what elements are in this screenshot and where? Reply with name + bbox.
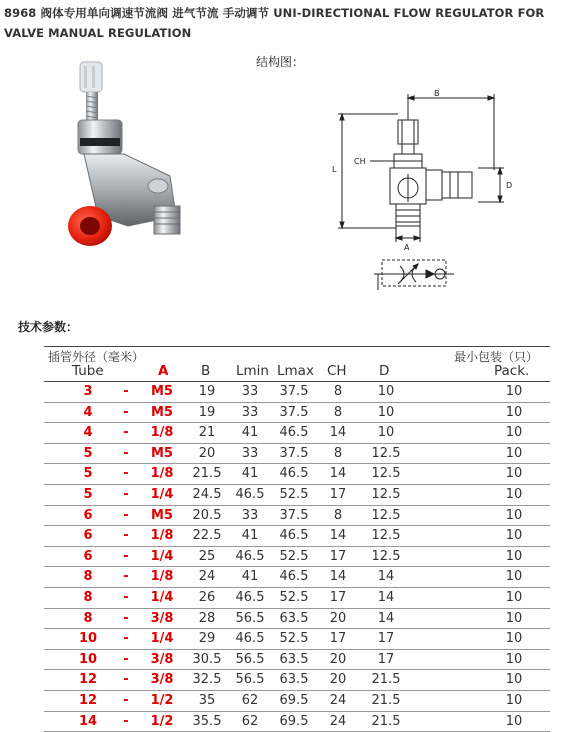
cell-lmax: 52.5 <box>274 629 314 649</box>
cell-d: 21.5 <box>366 712 406 732</box>
cell-d: 17 <box>366 650 406 670</box>
params-label: 技术参数： <box>18 318 78 335</box>
cell-tube: 6 <box>66 547 110 567</box>
header-lmin: Lmin <box>236 363 269 379</box>
cell-b: 30.5 <box>190 650 224 670</box>
table-row <box>44 423 550 444</box>
cell-pack: 10 <box>482 506 546 526</box>
cell-dash: - <box>118 629 134 649</box>
cell-b: 19 <box>190 382 224 402</box>
cell-tube: 8 <box>66 567 110 587</box>
cell-ch: 17 <box>320 485 356 505</box>
cell-lmax: 46.5 <box>274 526 314 546</box>
cell-lmin: 46.5 <box>232 588 268 608</box>
header-tube: Tube <box>72 363 104 379</box>
dim-b-label: B <box>434 90 440 98</box>
cell-a: M5 <box>140 444 184 464</box>
table-body <box>44 382 550 732</box>
cell-ch: 17 <box>320 547 356 567</box>
cell-b: 20 <box>190 444 224 464</box>
structure-label: 结构图： <box>256 53 304 70</box>
table-row <box>44 485 550 506</box>
table-row <box>44 588 550 609</box>
cell-d: 10 <box>366 423 406 443</box>
cell-d: 10 <box>366 403 406 423</box>
cell-lmin: 33 <box>232 506 268 526</box>
cell-pack: 10 <box>482 691 546 711</box>
cell-a: 3/8 <box>140 609 184 629</box>
header-pack: Pack. <box>494 363 529 379</box>
header-a: A <box>158 363 168 379</box>
cell-lmin: 46.5 <box>232 485 268 505</box>
cell-lmax: 46.5 <box>274 567 314 587</box>
cell-d: 12.5 <box>366 444 406 464</box>
cell-tube: 4 <box>66 403 110 423</box>
cell-lmin: 41 <box>232 423 268 443</box>
cell-ch: 8 <box>320 506 356 526</box>
table-row <box>44 670 550 691</box>
cell-d: 14 <box>366 588 406 608</box>
cell-b: 21.5 <box>190 464 224 484</box>
table-row <box>44 547 550 568</box>
cell-dash: - <box>118 670 134 690</box>
table-row <box>44 464 550 485</box>
cell-lmax: 69.5 <box>274 712 314 732</box>
cell-pack: 10 <box>482 423 546 443</box>
cell-lmin: 41 <box>232 464 268 484</box>
cell-d: 12.5 <box>366 506 406 526</box>
cell-pack: 10 <box>482 609 546 629</box>
cell-lmax: 37.5 <box>274 444 314 464</box>
cell-pack: 10 <box>482 485 546 505</box>
table-row <box>44 444 550 465</box>
cell-pack: 10 <box>482 526 546 546</box>
cell-pack: 10 <box>482 567 546 587</box>
cell-lmin: 46.5 <box>232 629 268 649</box>
cell-a: 1/8 <box>140 464 184 484</box>
cell-tube: 6 <box>66 506 110 526</box>
cell-a: 1/4 <box>140 485 184 505</box>
cell-tube: 3 <box>66 382 110 402</box>
cell-dash: - <box>118 609 134 629</box>
cell-a: 1/2 <box>140 691 184 711</box>
table-row <box>44 609 550 630</box>
cell-lmax: 63.5 <box>274 650 314 670</box>
cell-lmax: 52.5 <box>274 588 314 608</box>
cell-tube: 12 <box>66 691 110 711</box>
cell-tube: 14 <box>66 712 110 732</box>
cell-lmin: 41 <box>232 526 268 546</box>
cell-a: 1/4 <box>140 629 184 649</box>
page-title: 8968 阀体专用单向调速节流阀 进气节流 手动调节 UNI-DIRECTIONAL FLOW REGULATOR FOR VALVE MANUAL REGULATION <box>4 3 576 43</box>
cell-pack: 10 <box>482 629 546 649</box>
cell-d: 21.5 <box>366 670 406 690</box>
table-row <box>44 382 550 403</box>
cell-dash: - <box>118 444 134 464</box>
cell-lmin: 62 <box>232 691 268 711</box>
cell-lmin: 62 <box>232 712 268 732</box>
cell-d: 17 <box>366 629 406 649</box>
cell-dash: - <box>118 485 134 505</box>
cell-lmin: 33 <box>232 382 268 402</box>
cell-dash: - <box>118 650 134 670</box>
cell-b: 19 <box>190 403 224 423</box>
cell-ch: 20 <box>320 650 356 670</box>
cell-ch: 14 <box>320 526 356 546</box>
cell-ch: 8 <box>320 444 356 464</box>
cell-lmax: 63.5 <box>274 609 314 629</box>
cell-d: 12.5 <box>366 526 406 546</box>
cell-dash: - <box>118 464 134 484</box>
cell-tube: 4 <box>66 423 110 443</box>
table-header <box>44 346 550 382</box>
cell-ch: 8 <box>320 382 356 402</box>
header-b: B <box>201 363 210 379</box>
cell-lmax: 46.5 <box>274 464 314 484</box>
product-photo <box>58 56 218 256</box>
cell-lmin: 41 <box>232 567 268 587</box>
table-row <box>44 629 550 650</box>
cell-b: 28 <box>190 609 224 629</box>
table-row <box>44 403 550 424</box>
cell-a: 1/8 <box>140 526 184 546</box>
cell-lmin: 33 <box>232 403 268 423</box>
spec-table <box>44 346 550 732</box>
cell-b: 20.5 <box>190 506 224 526</box>
cell-pack: 10 <box>482 712 546 732</box>
dim-l-label: L <box>332 165 337 174</box>
header-d: D <box>379 363 389 379</box>
cell-lmax: 46.5 <box>274 423 314 443</box>
cell-ch: 17 <box>320 629 356 649</box>
cell-tube: 5 <box>66 464 110 484</box>
cell-tube: 10 <box>66 650 110 670</box>
cell-b: 32.5 <box>190 670 224 690</box>
cell-ch: 24 <box>320 691 356 711</box>
cell-d: 12.5 <box>366 547 406 567</box>
cell-b: 26 <box>190 588 224 608</box>
cell-lmin: 33 <box>232 444 268 464</box>
cell-tube: 6 <box>66 526 110 546</box>
dim-ch-label: CH <box>354 157 366 166</box>
header-lmax: Lmax <box>277 363 314 379</box>
cell-b: 21 <box>190 423 224 443</box>
table-row <box>44 650 550 671</box>
cell-ch: 14 <box>320 423 356 443</box>
cell-ch: 20 <box>320 609 356 629</box>
cell-ch: 14 <box>320 567 356 587</box>
cell-dash: - <box>118 423 134 443</box>
cell-b: 35.5 <box>190 712 224 732</box>
cell-b: 29 <box>190 629 224 649</box>
cell-a: 1/2 <box>140 712 184 732</box>
cell-d: 12.5 <box>366 464 406 484</box>
table-row <box>44 691 550 712</box>
cell-dash: - <box>118 712 134 732</box>
header-tube-cn: 插管外径（毫米） <box>48 348 144 365</box>
cell-ch: 8 <box>320 403 356 423</box>
cell-pack: 10 <box>482 547 546 567</box>
cell-a: 1/4 <box>140 588 184 608</box>
cell-a: 1/8 <box>140 567 184 587</box>
cell-dash: - <box>118 506 134 526</box>
cell-dash: - <box>118 526 134 546</box>
cell-d: 14 <box>366 567 406 587</box>
cell-pack: 10 <box>482 464 546 484</box>
cell-lmin: 56.5 <box>232 650 268 670</box>
cell-b: 24.5 <box>190 485 224 505</box>
table-row <box>44 567 550 588</box>
cell-tube: 8 <box>66 588 110 608</box>
cell-tube: 12 <box>66 670 110 690</box>
cell-a: 1/4 <box>140 547 184 567</box>
header-pack-cn: 最小包装（只） <box>454 348 538 365</box>
cell-b: 25 <box>190 547 224 567</box>
cell-b: 35 <box>190 691 224 711</box>
cell-tube: 5 <box>66 485 110 505</box>
cell-lmax: 69.5 <box>274 691 314 711</box>
cell-dash: - <box>118 691 134 711</box>
cell-pack: 10 <box>482 403 546 423</box>
cell-a: 3/8 <box>140 670 184 690</box>
table-row <box>44 506 550 527</box>
cell-pack: 10 <box>482 444 546 464</box>
cell-pack: 10 <box>482 588 546 608</box>
cell-dash: - <box>118 403 134 423</box>
cell-tube: 10 <box>66 629 110 649</box>
table-row <box>44 712 550 732</box>
cell-lmax: 37.5 <box>274 403 314 423</box>
header-ch: CH <box>327 363 347 379</box>
cell-pack: 10 <box>482 650 546 670</box>
cell-lmin: 56.5 <box>232 670 268 690</box>
cell-d: 14 <box>366 609 406 629</box>
cell-lmax: 37.5 <box>274 382 314 402</box>
cell-ch: 17 <box>320 588 356 608</box>
dim-a-label: A <box>404 243 410 252</box>
cell-tube: 5 <box>66 444 110 464</box>
cell-dash: - <box>118 567 134 587</box>
technical-drawing <box>318 90 518 300</box>
cell-d: 10 <box>366 382 406 402</box>
cell-dash: - <box>118 588 134 608</box>
cell-a: M5 <box>140 382 184 402</box>
cell-a: 3/8 <box>140 650 184 670</box>
cell-ch: 20 <box>320 670 356 690</box>
dim-d-label: D <box>506 181 512 190</box>
cell-d: 21.5 <box>366 691 406 711</box>
cell-b: 24 <box>190 567 224 587</box>
cell-a: M5 <box>140 506 184 526</box>
cell-ch: 24 <box>320 712 356 732</box>
cell-lmax: 52.5 <box>274 485 314 505</box>
cell-d: 12.5 <box>366 485 406 505</box>
cell-a: M5 <box>140 403 184 423</box>
cell-b: 22.5 <box>190 526 224 546</box>
cell-lmax: 63.5 <box>274 670 314 690</box>
cell-pack: 10 <box>482 382 546 402</box>
cell-lmax: 52.5 <box>274 547 314 567</box>
cell-a: 1/8 <box>140 423 184 443</box>
cell-pack: 10 <box>482 670 546 690</box>
cell-dash: - <box>118 547 134 567</box>
cell-ch: 14 <box>320 464 356 484</box>
cell-lmax: 37.5 <box>274 506 314 526</box>
cell-lmin: 46.5 <box>232 547 268 567</box>
cell-tube: 8 <box>66 609 110 629</box>
table-row <box>44 526 550 547</box>
cell-dash: - <box>118 382 134 402</box>
cell-lmin: 56.5 <box>232 609 268 629</box>
